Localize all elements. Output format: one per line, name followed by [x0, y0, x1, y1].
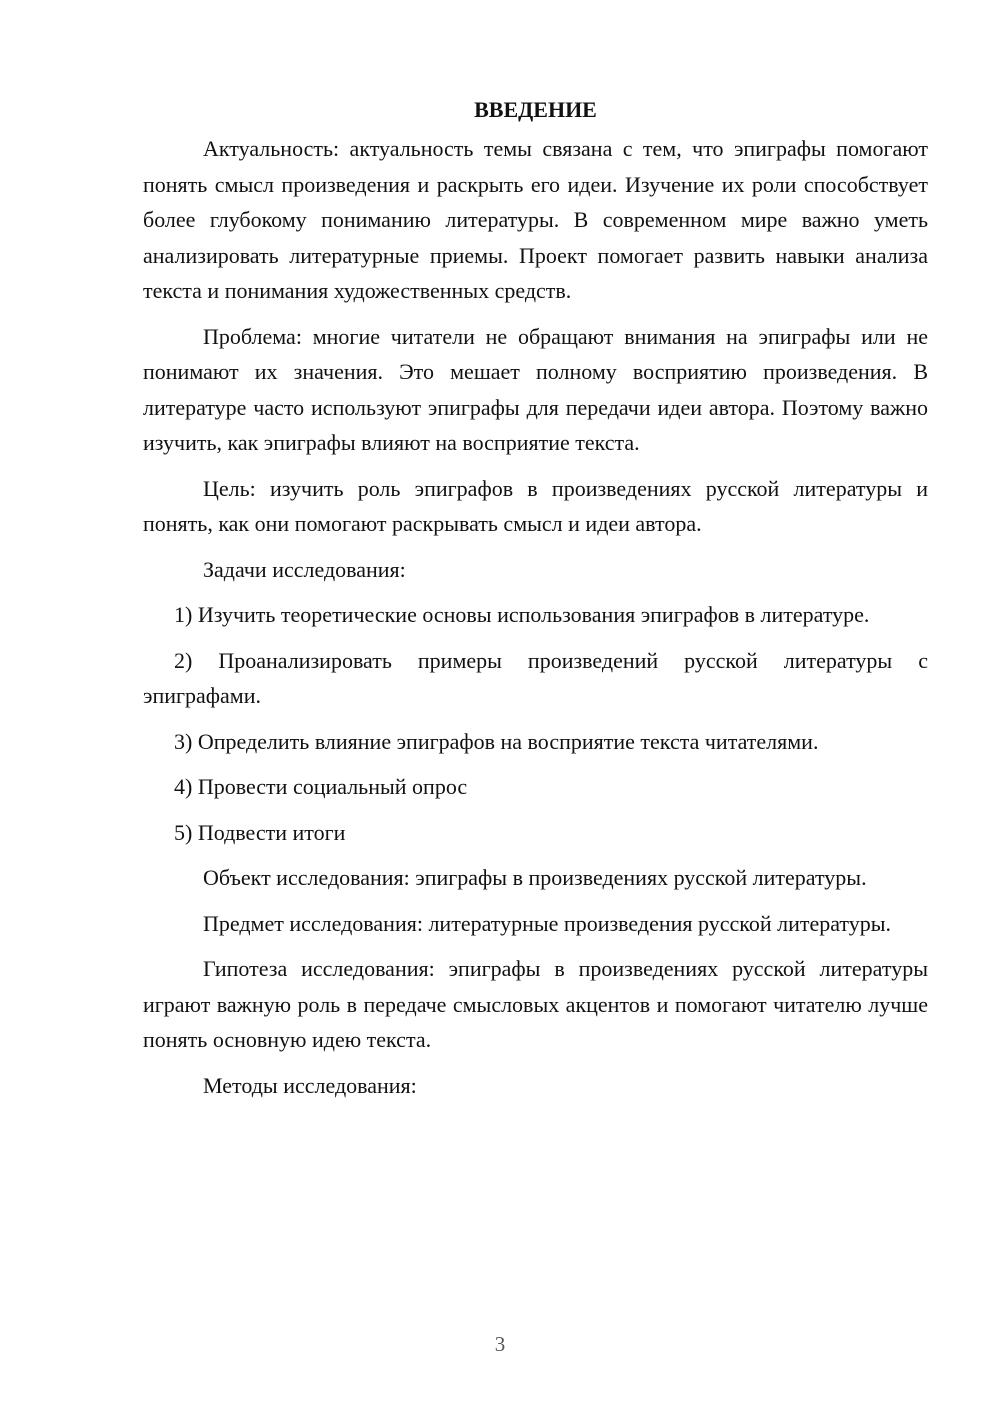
paragraph-hypothesis: Гипотеза исследования: эпиграфы в произведениях русской литературы играют важную роль в передаче смысловых акцентов и помогают читателю лучше понять основную идею текста. [143, 956, 928, 1052]
page-number: 3 [494, 1332, 506, 1356]
document-page [143, 92, 928, 1113]
paragraph-object: Объект исследования: эпиграфы в произведениях русской литературы. [203, 865, 867, 890]
task-item-3: 3) Определить влияние эпиграфов на восприятие текста читателями. [174, 728, 819, 754]
paragraph-problem: Проблема: многие читатели не обращают внимания на эпиграфы или не понимают их значения. Это мешает полному восприятию произведения. В литературе часто используют эпиграфы для передачи идеи автора. Поэтому важно изучить, как эпиграфы влияют на восприятие текста. [143, 323, 928, 455]
task-item-5: 5) Подвести итоги [174, 819, 346, 845]
methods-heading: Методы исследования: [203, 1072, 417, 1098]
task-item-1: 1) Изучить теоретические основы использования эпиграфов в литературе. [174, 602, 870, 627]
tasks-heading: Задачи исследования: [203, 556, 406, 582]
paragraph-subject: Предмет исследования: литературные произведения русской литературы. [203, 910, 892, 936]
page-title: ВВЕДЕНИЕ [474, 97, 597, 122]
paragraph-goal: Цель: изучить роль эпиграфов в произведениях русской литературы и понять, как они помогают раскрывать смысл и идеи автора. [143, 475, 928, 536]
task-item-4: 4) Провести социальный опрос [174, 774, 468, 799]
task-item-2: 2) Проанализировать примеры произведений русской литературы с эпиграфами. [143, 647, 928, 708]
paragraph-relevance: Актуальность: актуальность темы связана с тем, что эпиграфы помогают понять смысл произведения и раскрыть его идеи. Изучение их роли способствует более глубокому пониманию литературы. В современном мире важно уметь анализировать литературные приемы. Проект помогает развить навыки анализа текста и понимания художественных средств. [143, 136, 928, 303]
